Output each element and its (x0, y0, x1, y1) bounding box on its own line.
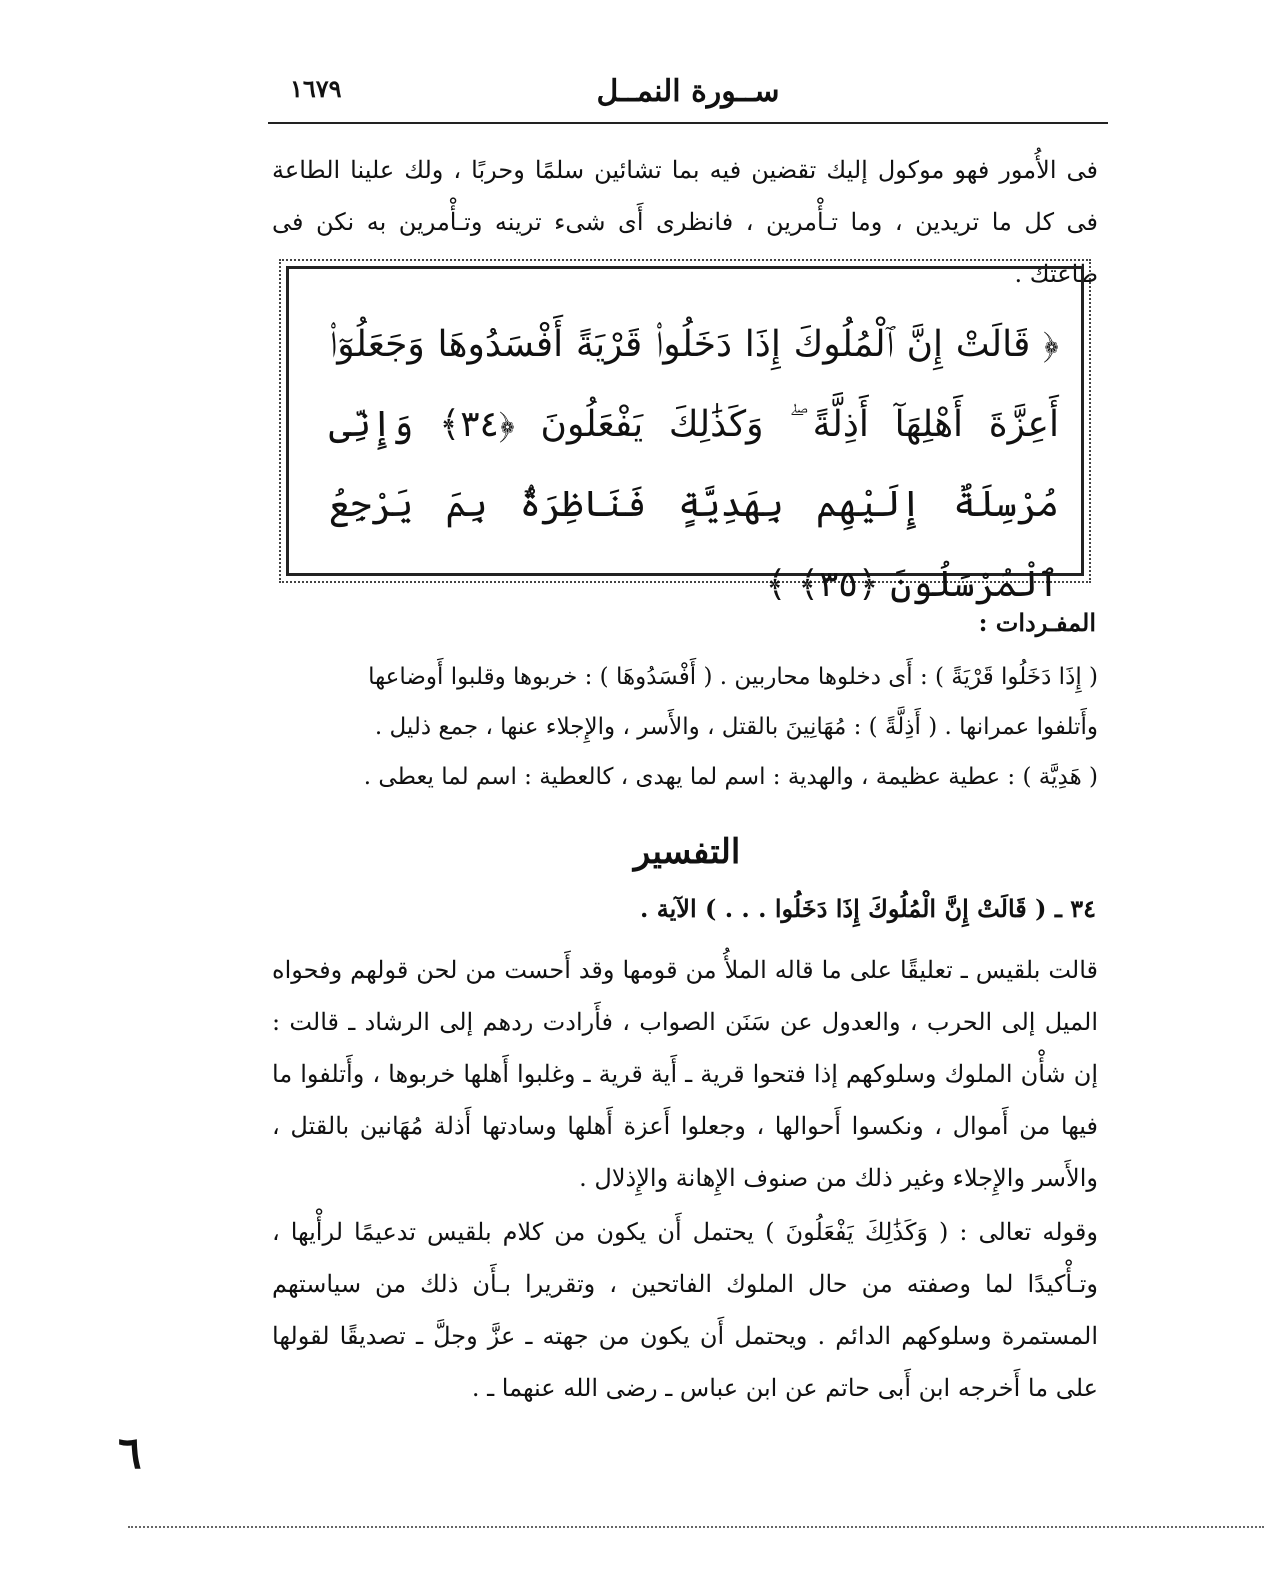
vocabulary-line: وأَتلفوا عمرانها . ( أَذِلَّةً ) : مُهَانِينَ بالقتل ، والأَسر ، والإِجلاء عنها ، جمع ذليل . (374, 714, 1098, 740)
margin-signature-mark: ٦ (118, 1428, 142, 1479)
tafsir-heading: التفسير (633, 832, 741, 872)
surah-title: ســورة النمــل (596, 74, 780, 109)
bottom-divider (128, 1526, 1264, 1528)
running-header (268, 66, 1108, 124)
vocabulary-line: ( إِذَا دَخَلُوا قَرْيَةً ) : أَى دخلوها محاربين . ( أَفْسَدُوهَا ) : خربوها وقلبوا أَوضاعها (368, 664, 1098, 690)
quran-verse-text: ﴿ قَالَتْ إِنَّ ٱلْمُلُوكَ إِذَا دَخَلُوا۟ قَرْيَةً أَفْسَدُوهَا وَجَعَلُوٓا۟ أَعِزَّةَ أَهْلِهَآ أَذِلَّةً ۖ وَكَذَٰلِكَ يَفْعَلُونَ ﴿٣٤﴾ وَإِنِّى مُرْسِلَةٌ إِلَيْهِم بِهَدِيَّةٍ فَنَاظِرَةٌۢ بِمَ يَرْجِعُ ٱلْمُرْسَلُونَ ﴿٣٥﴾ ﴾ (329, 324, 1059, 605)
vocabulary-heading: المفـردات : (978, 608, 1096, 637)
page-number: ١٦٧٩ (290, 74, 342, 103)
vocabulary-line: ( هَدِيَّة ) : عطية عظيمة ، والهدية : اسم لما يهدى ، كالعطية : اسم لما يعطى . (363, 764, 1098, 790)
tafsir-paragraph: وقوله تعالى : ( وَكَذَٰلِكَ يَفْعَلُونَ ) يحتمل أَن يكون من كلام بلقيس تدعيمًا لرأْيها ، وتـأْكيدًا لما وصفته من حال الملوك الفاتحين ، وتقريرا بـأَن ذلك من سياستهم المستمرة وسلوكهم الدائم . ويحتمل أَن يكون من جهته ـ عزَّ وجلَّ ـ تصديقًا لقولها على ما أَخرجه ابن أَبى حاتم عن ابن عباس ـ رضى الله عنهما ـ . (272, 1218, 1098, 1402)
verse-reference: ٣٤ ـ ( قَالَتْ إِنَّ الْمُلُوكَ إِذَا دَخَلُوا . . . ) الآية . (640, 894, 1096, 923)
tafsir-paragraph: قالت بلقيس ـ تعليقًا على ما قاله الملأُ من قومها وقد أَحست من لحن قولهم وفحواه الميل إلى الحرب ، والعدول عن سَنَن الصواب ، فأَرادت ردهم إلى الرشاد ـ قالت : إن شأْن الملوك وسلوكهم إذا فتحوا قرية ـ أَية قرية ـ وغلبوا أَهلها خربوها ، وأَتلفوا ما فيها من أَموال ، ونكسوا أَحوالها ، وجعلوا أَعزة أَهلها وسادتها أَذلة مُهَانين بالقتل ، والأَسر والإِجلاء وغير ذلك من صنوف الإِهانة والإِذلال . (272, 956, 1098, 1192)
intro-paragraph: فى الأُمور فهو موكول إليك تقضين فيه بما تشائين سلمًا وحربًا ، ولك علينا الطاعة فى كل ما تريدين ، وما تـأْمرين ، فانظرى أَى شىء ترينه وتـأْمرين به نكن فى طاعتك . (272, 156, 1098, 288)
quran-verse-frame (286, 266, 1084, 605)
